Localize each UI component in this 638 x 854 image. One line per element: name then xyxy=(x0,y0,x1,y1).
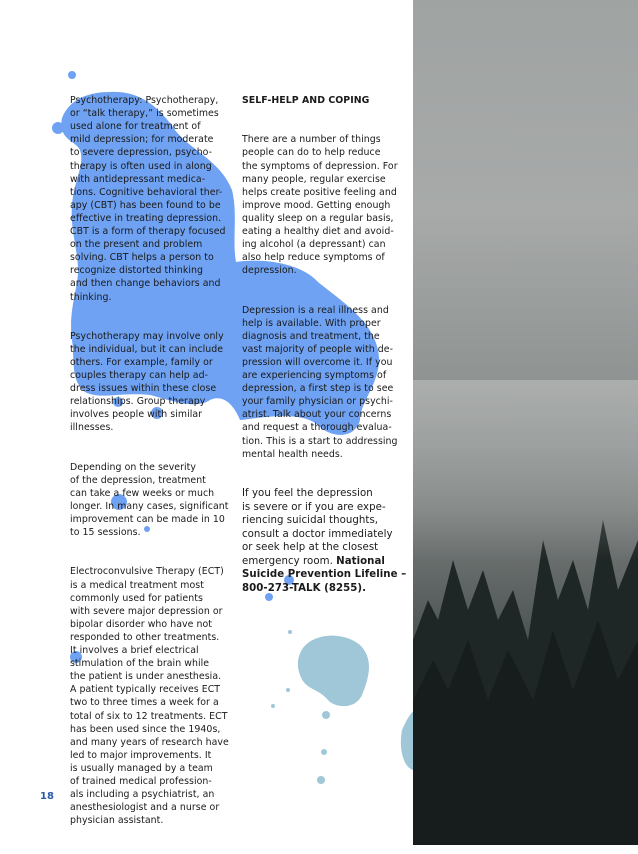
psychotherapy-paragraph: Psychotherapy: Psychotherapy, or “talk therapy,” is sometimes used alone for treatment of mild depression; for moderate to severe depression, psycho- therapy is often used in along with antidepressant medica- tions. Cognitive behavioral ther- apy (CBT) has been found to be effective in treating depression. CBT is a form of therapy focused on the present and problem solving. CBT helps a person to recognize distorted thinking and then change behaviors and thinking. xyxy=(70,95,226,303)
callout-paragraph xyxy=(242,487,412,596)
callout-text: If you feel the depression is severe or if you are expe- riencing suicidal thoughts, consult a doctor immediately or seek help at the closest emergency room. xyxy=(242,487,393,567)
right-column xyxy=(242,81,412,622)
foggy-forest-photo xyxy=(413,0,638,845)
psychotherapy-scope-paragraph: Psychotherapy may involve only the individual, but it can include others. For example, family or couples therapy can help ad- dress issues within these close relationships. Group therapy involves people with similar illnesses. xyxy=(70,330,224,434)
ect-paragraph: Electroconvulsive Therapy (ECT) is a medical treatment most commonly used for patients with severe major depression or bipolar disorder who have not responded to other treatments. It involves a brief electrical stimulation of the brain while the patient is under anesthesia. A patient typically receives ECT two to three times a week for a total of six to 12 treatments. ECT has been used since the 1940s, and many years of research have led to major improvements. It is usually managed by a team of trained medical profession- als including a psychiatrist, an anesthesiologist and a nurse or physician assistant. xyxy=(70,566,229,827)
self-help-paragraph: There are a number of things people can do to help reduce the symptoms of depression. For many people, regular exercise helps create positive feeling and improve mood. Getting enough quality sleep on a regular basis, eating a healthy diet and avoid- ing alcohol (a depressant) can also help reduce symptoms of depression. xyxy=(242,134,398,277)
treatment-duration-paragraph: Depending on the severity of the depression, treatment can take a few weeks or much longer. In many cases, significant improvement can be made in 10 to 15 sessions. xyxy=(70,461,229,539)
lifeline-text: National Suicide Prevention Lifeline – 800-273-TALK (8255). xyxy=(242,555,407,595)
page-number: 18 xyxy=(40,791,54,802)
left-column xyxy=(70,81,235,854)
section-heading: SELF-HELP AND COPING xyxy=(242,95,370,107)
real-illness-paragraph: Depression is a real illness and help is available. With proper diagnosis and treatment, the vast majority of people with de- pression will overcome it. If you are experiencing symptoms of depression, a first step is to see your family physician or psychi- atrist. Talk about your concerns and request a thorough evalua- tion. This is a start to addressing mental health needs. xyxy=(242,304,398,460)
